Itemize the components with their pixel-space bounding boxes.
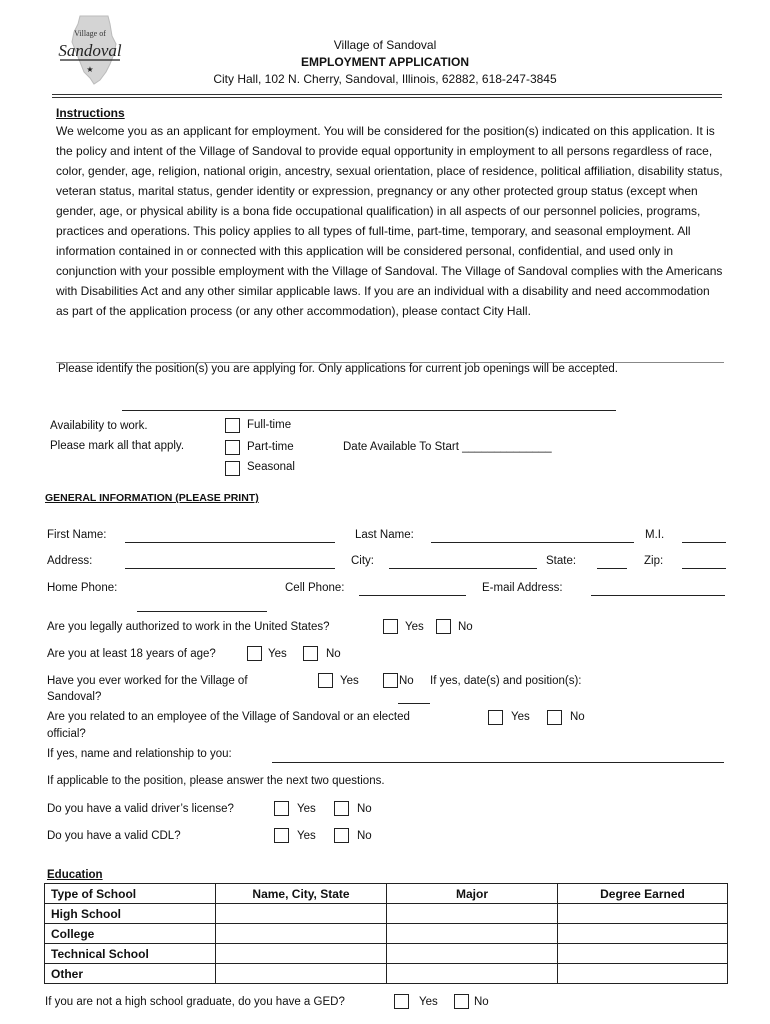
state-field[interactable] xyxy=(597,568,627,569)
table-cell[interactable] xyxy=(558,904,728,924)
parttime-checkbox[interactable] xyxy=(225,440,240,455)
related-question-cont: official? xyxy=(47,728,86,740)
seasonal-checkbox[interactable] xyxy=(225,461,240,476)
cdl-yes-label: Yes xyxy=(297,830,316,842)
age-yes-label: Yes xyxy=(268,648,287,660)
worked-details-field[interactable] xyxy=(398,703,430,704)
ged-yes-checkbox[interactable] xyxy=(394,994,409,1009)
logo-text-main: Sandoval xyxy=(58,41,122,60)
age-question: Are you at least 18 years of age? xyxy=(47,648,216,660)
ged-yes-label: Yes xyxy=(419,996,438,1008)
ged-question: If you are not a high school graduate, do you have a GED? xyxy=(45,996,345,1008)
home-phone-label: Home Phone: xyxy=(47,582,118,594)
age-no-label: No xyxy=(326,648,341,660)
seasonal-label: Seasonal xyxy=(247,461,295,473)
last-name-label: Last Name: xyxy=(355,529,414,541)
table-cell[interactable] xyxy=(387,964,558,984)
license-yes-checkbox[interactable] xyxy=(274,801,289,816)
license-yes-label: Yes xyxy=(297,803,316,815)
worked-yes-label: Yes xyxy=(340,675,359,687)
authorized-no-checkbox[interactable] xyxy=(436,619,451,634)
related-question: Are you related to an employee of the Village of Sandoval or an elected xyxy=(47,711,410,723)
col-degree-earned: Degree Earned xyxy=(558,884,728,904)
authorized-yes-checkbox[interactable] xyxy=(383,619,398,634)
ged-no-checkbox[interactable] xyxy=(454,994,469,1009)
cdl-no-label: No xyxy=(357,830,372,842)
related-no-checkbox[interactable] xyxy=(547,710,562,725)
date-available-label: Date Available To Start ______________ xyxy=(343,441,552,453)
doc-address: City Hall, 102 N. Cherry, Sandoval, Illinois, 62882, 618-247-3845 xyxy=(213,72,557,86)
worked-question-cont: Sandoval? xyxy=(47,691,102,703)
table-cell[interactable] xyxy=(558,924,728,944)
home-phone-field[interactable] xyxy=(137,611,267,612)
education-header-row xyxy=(45,884,728,904)
cell-phone-label: Cell Phone: xyxy=(285,582,345,594)
doc-title: Village of Sandoval xyxy=(333,38,437,52)
education-table xyxy=(44,883,728,984)
first-name-label: First Name: xyxy=(47,529,107,541)
table-row xyxy=(45,924,728,944)
table-cell[interactable] xyxy=(387,924,558,944)
related-no-label: No xyxy=(570,711,585,723)
row-label: High School xyxy=(45,904,216,924)
license-question: Do you have a valid driver’s license? xyxy=(47,803,234,815)
state-label: State: xyxy=(546,555,577,567)
address-label: Address: xyxy=(47,555,93,567)
table-cell[interactable] xyxy=(387,944,558,964)
worked-ifyes-label: If yes, date(s) and position(s): xyxy=(430,675,582,687)
related-details-field[interactable] xyxy=(272,762,724,763)
svg-text:★: ★ xyxy=(86,65,94,74)
related-yes-label: Yes xyxy=(511,711,530,723)
zip-label: Zip: xyxy=(644,555,664,567)
zip-field[interactable] xyxy=(682,568,726,569)
cdl-question: Do you have a valid CDL? xyxy=(47,830,181,842)
col-major: Major xyxy=(387,884,558,904)
city-field[interactable] xyxy=(389,568,537,569)
row-label: Other xyxy=(45,964,216,984)
city-label: City: xyxy=(351,555,374,567)
availability-sublabel: Please mark all that apply. xyxy=(50,440,185,452)
table-cell[interactable] xyxy=(558,944,728,964)
table-cell[interactable] xyxy=(558,964,728,984)
first-name-field[interactable] xyxy=(125,542,335,543)
mi-field[interactable] xyxy=(682,542,726,543)
position-input-line[interactable] xyxy=(122,410,616,411)
instructions-body: We welcome you as an applicant for employment. You will be considered for the position(s) indicated on this application. It is the policy and intent of the Village of Sandoval to provide equal opportunity in employment to all persons regardless of race, color, gender, age, religion, national origin, ancestry, sexual orientation, place of residence, political affiliation, disability status, veteran status, marital status, gender identity or expression, pregnancy or any other protected group status (except when gender, age, or physical ability is a bona fide occupational qualification) in all aspects of our personnel policies, programs, practices and operations. This policy applies to all types of full-time, part-time, temporary, and seasonal employment. All information contained in or connected with this application will be considered personal, confidential, and used only in conjunction with your possible employment with the Village of Sandoval. The Village of Sandoval complies with the Americans with Disabilities Act and any other similar applicable laws. If you are an individual with a disability and need accommodation as part of the application process (or any other accommodation), please contact City Hall. xyxy=(56,124,723,318)
availability-label: Availability to work. xyxy=(50,420,148,432)
authorized-yes-label: Yes xyxy=(405,621,424,633)
email-label: E-mail Address: xyxy=(482,582,563,594)
table-cell[interactable] xyxy=(387,904,558,924)
table-row xyxy=(45,944,728,964)
related-ifyes-label: If yes, name and relationship to you: xyxy=(47,748,232,760)
table-cell[interactable] xyxy=(216,964,387,984)
worked-yes-checkbox[interactable] xyxy=(318,673,333,688)
age-yes-checkbox[interactable] xyxy=(247,646,262,661)
worked-question: Have you ever worked for the Village of xyxy=(47,675,248,687)
license-no-label: No xyxy=(357,803,372,815)
logo-text-top: Village of xyxy=(74,29,106,38)
license-no-checkbox[interactable] xyxy=(334,801,349,816)
row-label: Technical School xyxy=(45,944,216,964)
ged-no-label: No xyxy=(474,996,489,1008)
table-row xyxy=(45,904,728,924)
last-name-field[interactable] xyxy=(431,542,634,543)
general-info-heading: GENERAL INFORMATION (PLEASE PRINT) xyxy=(45,492,259,504)
table-row xyxy=(45,964,728,984)
cell-phone-field[interactable] xyxy=(359,595,466,596)
cdl-no-checkbox[interactable] xyxy=(334,828,349,843)
applicable-note: If applicable to the position, please answer the next two questions. xyxy=(47,775,385,787)
fulltime-checkbox[interactable] xyxy=(225,418,240,433)
table-cell[interactable] xyxy=(216,904,387,924)
related-yes-checkbox[interactable] xyxy=(488,710,503,725)
row-label: College xyxy=(45,924,216,944)
authorized-question: Are you legally authorized to work in the United States? xyxy=(47,621,330,633)
instructions-heading: Instructions xyxy=(56,106,125,120)
cdl-yes-checkbox[interactable] xyxy=(274,828,289,843)
table-cell[interactable] xyxy=(216,944,387,964)
parttime-label: Part-time xyxy=(247,441,294,453)
position-note: Please identify the position(s) you are applying for. Only applications for current job openings will be accepted. xyxy=(58,363,618,375)
address-field[interactable] xyxy=(125,568,335,569)
header-rule xyxy=(52,94,722,95)
table-cell[interactable] xyxy=(216,924,387,944)
fulltime-label: Full-time xyxy=(247,419,292,431)
worked-no-checkbox[interactable] xyxy=(383,673,398,688)
authorized-no-label: No xyxy=(458,621,473,633)
col-name-city-state: Name, City, State xyxy=(216,884,387,904)
header-rule-2 xyxy=(52,97,722,98)
mi-label: M.I. xyxy=(645,529,665,541)
col-type-of-school: Type of School xyxy=(45,884,216,904)
age-no-checkbox[interactable] xyxy=(303,646,318,661)
email-field[interactable] xyxy=(591,595,725,596)
doc-subtitle: EMPLOYMENT APPLICATION xyxy=(301,55,469,69)
worked-no-label: No xyxy=(399,675,414,687)
education-heading: Education xyxy=(47,869,103,881)
